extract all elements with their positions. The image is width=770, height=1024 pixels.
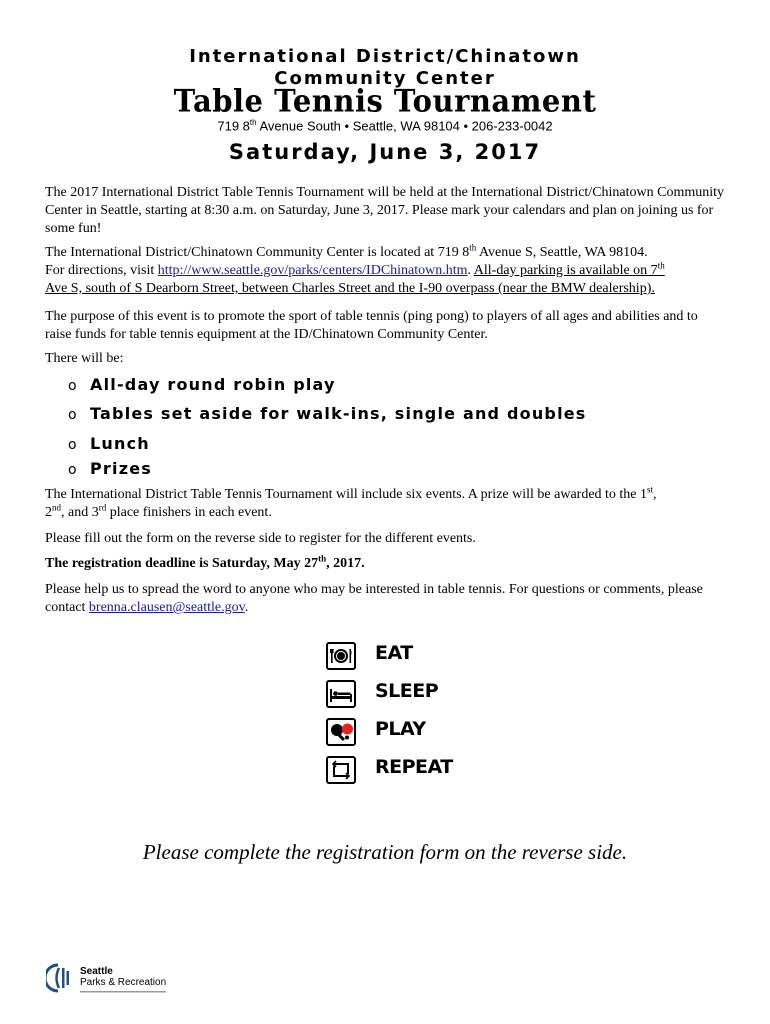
header-org-line1: International District/Chinatown xyxy=(189,46,581,67)
icon-label-repeat: REPEAT xyxy=(375,756,453,778)
list-intro: There will be: xyxy=(45,351,124,366)
bullet-mark: o xyxy=(68,407,78,423)
bullet-mark: o xyxy=(68,378,78,394)
bullet-item: o Prizes xyxy=(68,459,152,478)
closing-note: Please complete the registration form on the reverse side. xyxy=(142,840,628,864)
directions-link[interactable]: http://www.seattle.gov/parks/centers/IDChinatown.htm xyxy=(157,263,468,278)
seattle-seal-icon xyxy=(46,962,76,994)
register-instructions: Please fill out the form on the reverse side to register for the different events. xyxy=(45,531,476,546)
purpose-paragraph: The purpose of this event is to promote the sport of table tennis (ping pong) to players of all ages and abilities and to raise funds for table tennis equipment at the ID/Chinatown Community Center. xyxy=(45,309,698,342)
location-paragraph: The International District/Chinatown Community Center is located at 719 8th Avenue S, Seattle, WA 98104. For directions, visit http://www.seattle.gov/parks/centers/IDChinatown.htm. All-day parking is available on 7th Ave S, south of S Dearborn Street, between Charles Street and the I-90 overpass (near the BMW dealership). xyxy=(45,242,665,296)
bullet-mark: o xyxy=(68,437,78,453)
bullet-item: o Tables set aside for walk-ins, single and doubles xyxy=(68,404,587,423)
plate-fork-knife-icon xyxy=(326,642,356,670)
prizes-paragraph: The International District Table Tennis Tournament will include six events. A prize will be awarded to the 1st, 2nd, and 3rd place finishers in each event. xyxy=(45,484,657,520)
registration-deadline: The registration deadline is Saturday, May 27th, 2017. xyxy=(45,553,365,571)
logo-tagline xyxy=(80,990,166,995)
icon-label-eat: EAT xyxy=(375,642,413,664)
bullet-item: o Lunch xyxy=(68,434,150,453)
intro-paragraph: The 2017 International District Table Tennis Tournament will be held at the International District/Chinatown Community Center in Seattle, starting at 8:30 a.m. on Saturday, June 3, 2017. Please mark your calendars and plan on joining us for some fun! xyxy=(45,185,725,236)
logo-text: Seattle Parks & Recreation xyxy=(80,966,167,988)
seattle-parks-logo xyxy=(46,962,176,998)
ping-pong-icon xyxy=(326,718,356,746)
header-org-line2: Community Center xyxy=(274,68,496,89)
event-date: Saturday, June 3, 2017 xyxy=(228,140,542,164)
icon-label-sleep: SLEEP xyxy=(375,680,439,702)
icon-label-play: PLAY xyxy=(375,718,426,740)
parking-info: All-day parking is available on 7th Ave S, south of S Dearborn Street, between Charles Street and the I-90 overpass (near the BMW dealership). xyxy=(45,260,665,296)
contact-email-link[interactable]: brenna.clausen@seattle.gov xyxy=(88,600,245,615)
repeat-arrows-icon xyxy=(326,756,356,784)
bullet-mark: o xyxy=(68,462,78,478)
bed-icon xyxy=(326,680,356,708)
contact-paragraph: Please help us to spread the word to anyone who may be interested in table tennis. For questions or comments, please contact brenna.clausen@seattle.gov. xyxy=(45,582,703,615)
bullet-item: o All-day round robin play xyxy=(68,375,336,394)
header-address: 719 8th Avenue South • Seattle, WA 98104 • 206-233-0042 xyxy=(217,118,553,134)
page-title: Table Tennis Tournament xyxy=(173,83,597,119)
